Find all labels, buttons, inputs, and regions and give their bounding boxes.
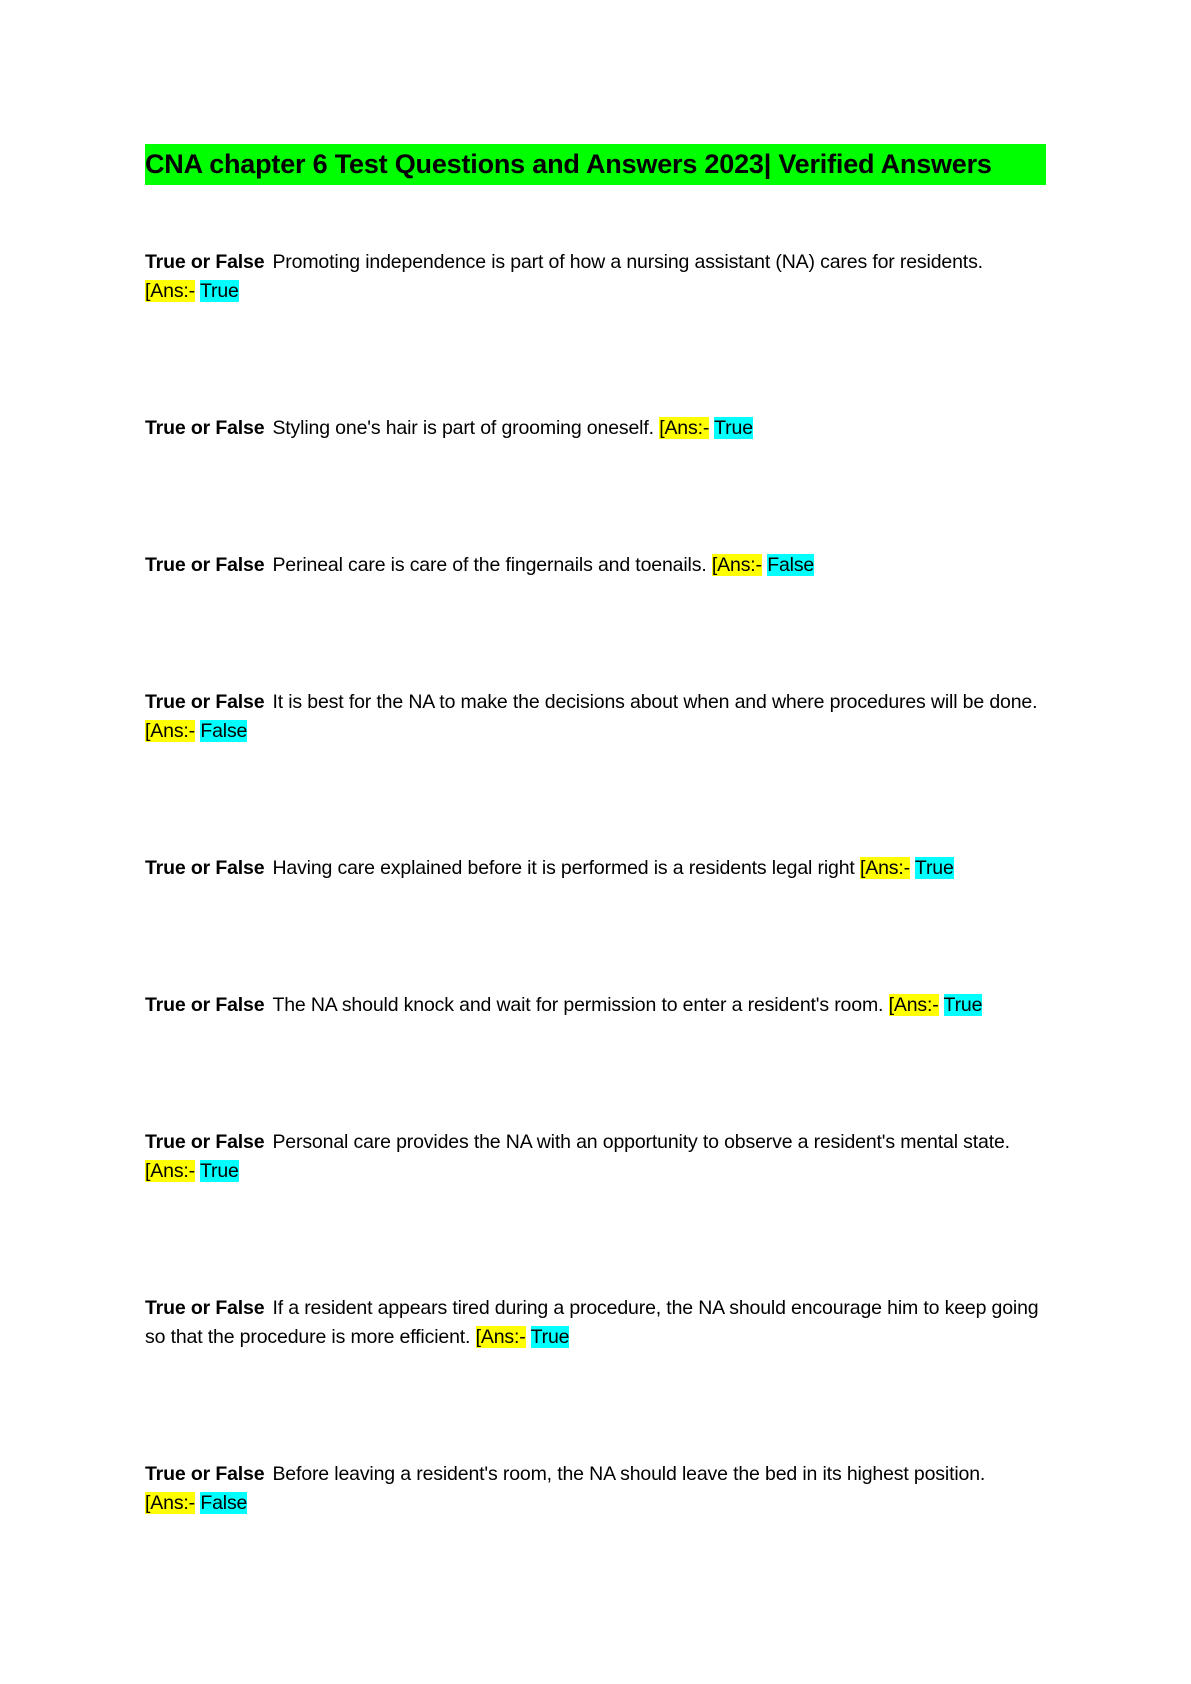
question-prefix: True or False — [145, 1297, 265, 1319]
question-text: Styling one's hair is part of grooming oneself. — [272, 417, 654, 439]
question-item — [145, 1128, 1045, 1186]
answer-value: False — [767, 554, 815, 576]
document-title: CNA chapter 6 Test Questions and Answers 2023| Verified Answers — [145, 144, 1046, 185]
question-text: Before leaving a resident's room, the NA should leave the bed in its highest position. — [272, 1463, 986, 1485]
question-text: Perineal care is care of the fingernails and toenails. — [272, 554, 707, 576]
answer-value: False — [200, 1492, 248, 1514]
answer-value: True — [530, 1326, 570, 1348]
question-text: If a resident appears tired during a procedure, the NA should encourage him to keep going so that the procedure is more efficient. — [145, 1297, 1039, 1348]
question-text: Promoting independence is part of how a nursing assistant (NA) cares for residents. — [272, 251, 983, 273]
question-text: The NA should knock and wait for permission to enter a resident's room. — [272, 994, 884, 1016]
answer-value: True — [914, 857, 954, 879]
question-prefix: True or False — [145, 1131, 265, 1153]
answer-value: True — [199, 1160, 239, 1182]
answer-label: [Ans:- — [145, 1160, 196, 1182]
question-prefix: True or False — [145, 1463, 265, 1485]
question-text: It is best for the NA to make the decisions about when and where procedures will be done. — [272, 691, 1038, 713]
answer-value: True — [199, 280, 239, 302]
question-item — [145, 688, 1045, 746]
answer-label: [Ans:- — [145, 1492, 196, 1514]
question-text: Personal care provides the NA with an opportunity to observe a resident's mental state. — [272, 1131, 1010, 1153]
answer-label: [Ans:- — [145, 280, 196, 302]
answer-value: False — [200, 720, 248, 742]
answer-label: [Ans:- — [859, 857, 910, 879]
question-prefix: True or False — [145, 994, 265, 1016]
answer-label: [Ans:- — [659, 417, 710, 439]
question-prefix: True or False — [145, 417, 265, 439]
question-item — [145, 991, 1045, 1020]
question-item — [145, 551, 1045, 580]
question-prefix: True or False — [145, 691, 265, 713]
answer-label: [Ans:- — [145, 720, 196, 742]
question-item — [145, 248, 1045, 306]
question-item — [145, 1294, 1045, 1352]
answer-label: [Ans:- — [711, 554, 762, 576]
question-item — [145, 414, 1045, 443]
answer-label: [Ans:- — [888, 994, 939, 1016]
question-prefix: True or False — [145, 857, 265, 879]
answer-value: True — [714, 417, 753, 439]
question-text: Having care explained before it is performed is a residents legal right — [272, 857, 855, 879]
question-item — [145, 1460, 1045, 1518]
question-prefix: True or False — [145, 554, 265, 576]
answer-label: [Ans:- — [475, 1326, 526, 1348]
answer-value: True — [943, 994, 983, 1016]
question-prefix: True or False — [145, 251, 265, 273]
question-item — [145, 854, 1045, 883]
